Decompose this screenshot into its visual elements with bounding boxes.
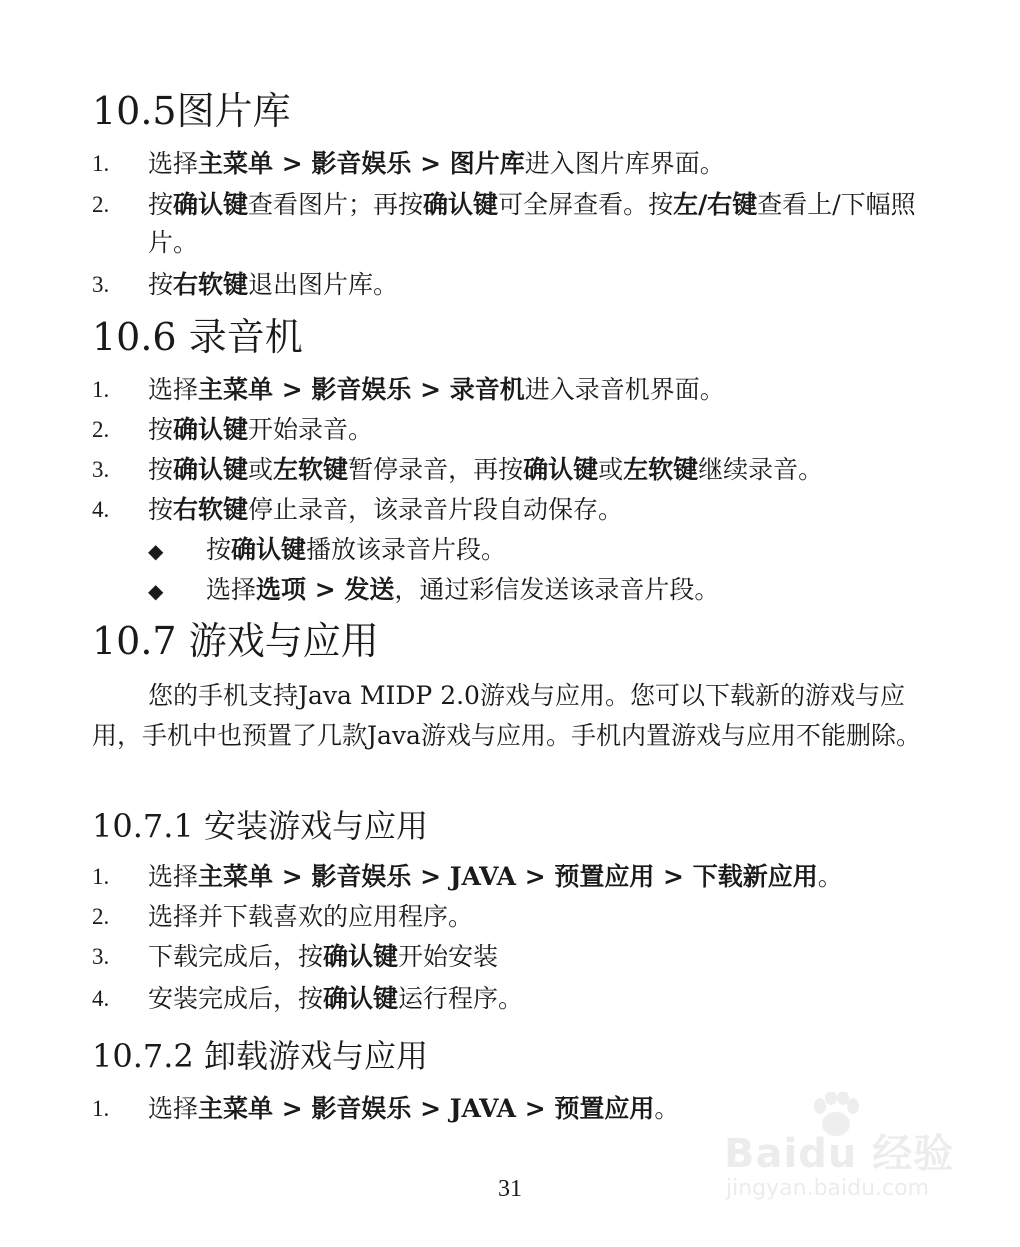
list-number: 4. [92, 497, 110, 522]
list-item [92, 411, 942, 449]
key-term: 主菜单 > 影音娱乐 > JAVA > 预置应用 [198, 1094, 655, 1123]
list-item [92, 491, 942, 529]
list-text [148, 266, 942, 304]
bullet-item [148, 571, 719, 610]
list-item [92, 145, 942, 183]
text-run: 可全屏查看。按 [498, 190, 674, 219]
bullet-text [206, 575, 719, 604]
list-text [148, 451, 942, 489]
text-run: 选择 [148, 149, 199, 178]
diamond-bullet-icon: ◆ [148, 579, 164, 603]
list-number: 1. [92, 377, 110, 402]
list-text [148, 898, 942, 936]
text-run: 按 [206, 535, 232, 564]
list-item [92, 980, 942, 1018]
watermark-url: jingyan.baidu.com [726, 1176, 930, 1201]
text-run: 按 [148, 455, 174, 484]
list-text [148, 938, 942, 976]
text-run: 下载完成后，按 [148, 942, 324, 971]
text-run: 进入图片库界面。 [524, 149, 725, 178]
key-term: 主菜单 > 影音娱乐 > JAVA > 预置应用 > 下载新应用 [198, 862, 818, 891]
text-run: 或 [598, 455, 624, 484]
text-run: 按 [148, 190, 174, 219]
list-number: 2. [92, 192, 110, 217]
text-run: 安装完成后，按 [148, 984, 324, 1013]
list-number: 1. [92, 864, 110, 889]
section-heading-10-7: 10.7 游戏与应用 [92, 619, 379, 663]
list-text [148, 491, 942, 529]
page-number: 31 [498, 1176, 522, 1202]
list-number: 1. [92, 1096, 110, 1121]
key-term: 主菜单 > 影音娱乐 > 图片库 [198, 149, 525, 178]
list-item [92, 266, 942, 304]
section-heading-10-5: 10.5图片库 [92, 89, 291, 133]
key-term: 主菜单 > 影音娱乐 > 录音机 [198, 375, 525, 404]
key-term: 确认键 [423, 190, 499, 219]
text-run: 退出图片库。 [248, 270, 399, 299]
key-term: 确认键 [231, 535, 307, 564]
list-number: 4. [92, 986, 110, 1011]
text-run: 开始安装 [398, 942, 499, 971]
key-term: 选项 > 发送 [256, 575, 395, 604]
text-run: 继续录音。 [698, 455, 824, 484]
list-item [92, 858, 942, 896]
text-run: 选择并下载喜欢的应用程序。 [148, 902, 474, 931]
list-text [148, 371, 942, 409]
bullet-text [206, 535, 506, 564]
text-run: 选择 [206, 575, 257, 604]
list-text [148, 980, 942, 1018]
key-term: 确认键 [323, 984, 399, 1013]
text-run: 选择 [148, 1094, 199, 1123]
text-run: 。 [817, 862, 843, 891]
list-number: 1. [92, 151, 110, 176]
text-run: 进入录音机界面。 [524, 375, 725, 404]
text-run: 开始录音。 [248, 415, 374, 444]
text-run: 按 [148, 415, 174, 444]
bullet-item [148, 531, 506, 570]
key-term: 确认键 [323, 942, 399, 971]
text-run: 查看图片；再按 [248, 190, 424, 219]
key-term: 确认键 [173, 415, 249, 444]
section-heading-10-6: 10.6 录音机 [92, 315, 303, 359]
text-run: 选择 [148, 862, 199, 891]
text-run: 查看上/下幅照片。 [148, 190, 916, 257]
text-run: 选择 [148, 375, 199, 404]
intro-paragraph: 您的手机支持Java MIDP 2.0游戏与应用。您可以下载新的游戏与应用，手机中也预置了几款Java游戏与应用。手机内置游戏与应用不能删除。 [92, 681, 921, 750]
list-item [92, 186, 942, 262]
text-run: 暂停录音，再按 [348, 455, 524, 484]
list-item [92, 938, 942, 976]
key-term: 左软键 [623, 455, 699, 484]
list-text [148, 186, 942, 262]
text-run: 按 [148, 270, 174, 299]
subsection-heading-10-7-2: 10.7.2 卸载游戏与应用 [92, 1037, 428, 1075]
list-number: 3. [92, 457, 110, 482]
text-run: 或 [248, 455, 274, 484]
diamond-bullet-icon: ◆ [148, 539, 164, 563]
list-text [148, 411, 942, 449]
text-run: 停止录音，该录音片段自动保存。 [248, 495, 624, 524]
list-text [148, 145, 942, 183]
key-term: 确认键 [173, 455, 249, 484]
text-run: ，通过彩信发送该录音片段。 [394, 575, 720, 604]
list-item [92, 371, 942, 409]
key-term: 左/右键 [673, 190, 758, 219]
list-item [92, 898, 942, 936]
text-run: 按 [148, 495, 174, 524]
text-run: 运行程序。 [398, 984, 524, 1013]
baidu-watermark [722, 1092, 972, 1204]
key-term: 确认键 [523, 455, 599, 484]
key-term: 右软键 [173, 495, 249, 524]
key-term: 右软键 [173, 270, 249, 299]
watermark-brand: Baidu 经验 [724, 1131, 955, 1177]
key-term: 左软键 [273, 455, 349, 484]
text-run: 播放该录音片段。 [306, 535, 507, 564]
list-number: 2. [92, 417, 110, 442]
subsection-heading-10-7-1: 10.7.1 安装游戏与应用 [92, 807, 428, 845]
list-number: 3. [92, 272, 110, 297]
key-term: 确认键 [173, 190, 249, 219]
list-item [92, 451, 942, 489]
list-number: 2. [92, 904, 110, 929]
list-number: 3. [92, 944, 110, 969]
text-run: 。 [654, 1094, 680, 1123]
list-text [148, 858, 942, 896]
